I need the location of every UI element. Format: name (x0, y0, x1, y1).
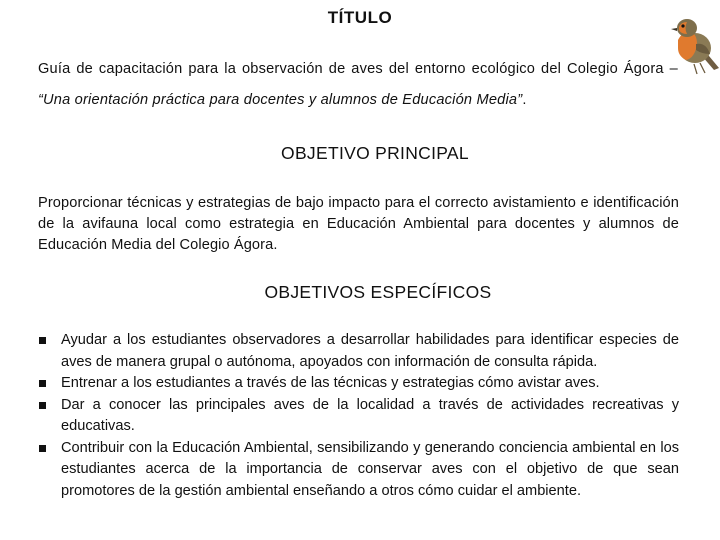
square-bullet-icon (39, 402, 46, 409)
specific-objectives-list (38, 330, 679, 502)
intro-text: Guía de capacitación para la observación de aves del entorno ecológico del Colegio Ágora – (38, 61, 678, 77)
list-item (38, 395, 679, 438)
list-item (38, 330, 679, 373)
page-title: TÍTULO (327, 8, 393, 27)
list-item (38, 373, 679, 395)
main-objective-heading: OBJETIVO PRINCIPAL (281, 143, 469, 163)
specific-objectives-heading: OBJETIVOS ESPECÍFICOS (264, 282, 492, 302)
square-bullet-icon (39, 380, 46, 387)
main-objective-text: Proporcionar técnicas y estrategias de bajo impacto para el correcto avistamiento e identificación de la avifauna local como estrategia en Educación Ambiental para docentes y alumnos de Educación Media del Colegio Ágora. (38, 195, 679, 253)
intro-end: . (522, 92, 527, 108)
list-item-text: Contribuir con la Educación Ambiental, sensibilizando y generando conciencia ambiental en los estudiantes acerca de la importancia de conservar aves con el objetivo de que sean promotores de la gestión ambiental enseñando a otros cómo cuidar el ambiente. (61, 439, 679, 499)
list-item (38, 438, 679, 503)
square-bullet-icon (39, 445, 46, 452)
intro-quote: “Una orientación práctica para docentes y alumnos de Educación Media” (38, 92, 523, 108)
intro-paragraph (38, 54, 678, 116)
square-bullet-icon (39, 337, 46, 344)
list-item-text: Entrenar a los estudiantes a través de las técnicas y estrategias cómo avistar aves. (61, 375, 600, 391)
list-item-text: Ayudar a los estudiantes observadores a desarrollar habilidades para identificar especies de aves de manera grupal o autónoma, apoyados con información de consulta rápida. (61, 332, 679, 370)
list-item-text: Dar a conocer las principales aves de la localidad a través de actividades recreativas y educativas. (61, 396, 679, 434)
